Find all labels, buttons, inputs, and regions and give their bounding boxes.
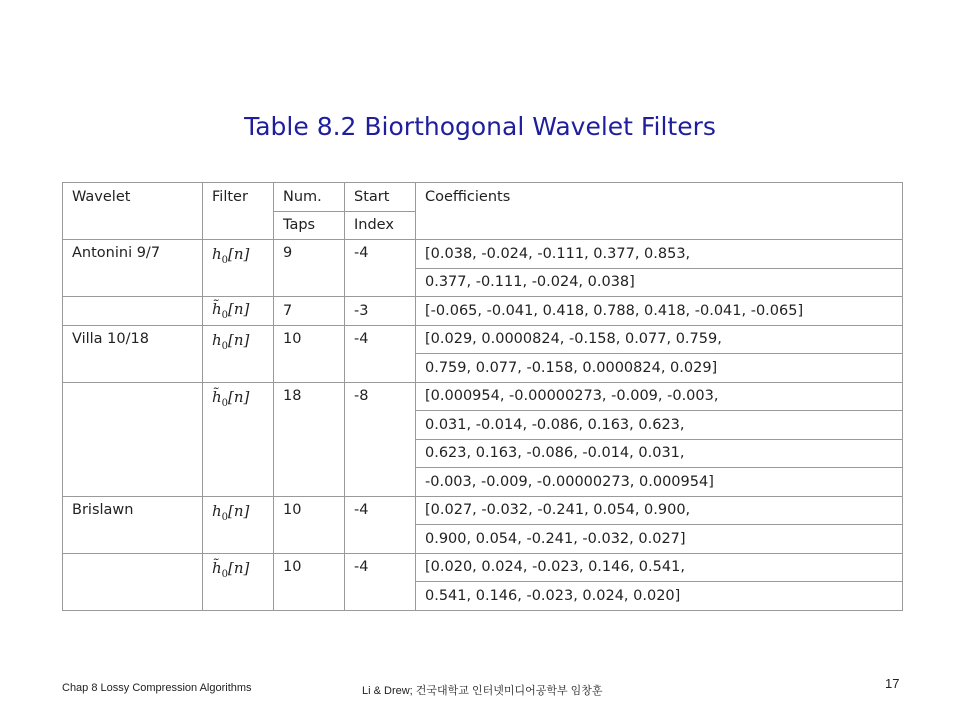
coef-line: -0.003, -0.009, -0.00000273, 0.000954] bbox=[416, 468, 903, 497]
wavelet-name: Antonini 9/7 bbox=[63, 240, 203, 297]
taps-cell: 18 bbox=[274, 382, 345, 496]
taps-cell: 7 bbox=[274, 297, 345, 326]
filter-cell bbox=[203, 240, 274, 297]
table-header-row-2 bbox=[63, 211, 903, 240]
header-wavelet: Wavelet bbox=[63, 183, 203, 212]
table-row bbox=[63, 240, 903, 269]
table-row bbox=[63, 325, 903, 354]
filter-cell bbox=[203, 325, 274, 382]
wavelet-name: Brislawn bbox=[63, 496, 203, 553]
start-cell: -4 bbox=[345, 496, 416, 553]
taps-cell: 9 bbox=[274, 240, 345, 297]
start-cell: -4 bbox=[345, 325, 416, 382]
filter-cell bbox=[203, 496, 274, 553]
filter-h0: $h_0[n]$ bbox=[212, 330, 250, 352]
header-filter: Filter bbox=[203, 183, 274, 212]
taps-cell: 10 bbox=[274, 496, 345, 553]
table-row bbox=[63, 382, 903, 411]
taps-cell: 10 bbox=[274, 553, 345, 610]
coef-line: [-0.065, -0.041, 0.418, 0.788, 0.418, -0.041, -0.065] bbox=[416, 297, 903, 326]
start-cell: -8 bbox=[345, 382, 416, 496]
table-header-row bbox=[63, 183, 903, 212]
filter-h0: $h_0[n]$ bbox=[212, 501, 250, 523]
coef-line: [0.020, 0.024, -0.023, 0.146, 0.541, bbox=[416, 553, 903, 582]
filter-h0: $h_0[n]$ bbox=[212, 245, 250, 266]
page-number: 17 bbox=[885, 676, 900, 691]
filter-cell bbox=[203, 553, 274, 610]
footer-authors: Li & Drew; 건국대학교 인터넷미디어공학부 임창훈 bbox=[362, 685, 603, 697]
coef-line: 0.623, 0.163, -0.086, -0.014, 0.031, bbox=[416, 439, 903, 468]
coef-line: 0.541, 0.146, -0.023, 0.024, 0.020] bbox=[416, 582, 903, 611]
filter-h0-tilde: $h̃_0[n]$ bbox=[212, 300, 250, 322]
wavelet-filter-table bbox=[62, 182, 903, 611]
coef-line: [0.000954, -0.00000273, -0.009, -0.003, bbox=[416, 382, 903, 411]
header-taps-2: Taps bbox=[274, 211, 345, 240]
wavelet-name bbox=[63, 382, 203, 496]
filter-h0-tilde: $h̃_0[n]$ bbox=[212, 558, 250, 580]
coef-line: [0.027, -0.032, -0.241, 0.054, 0.900, bbox=[416, 496, 903, 525]
footer-chapter: Chap 8 Lossy Compression Algorithms bbox=[62, 682, 252, 694]
header-start-2: Index bbox=[345, 211, 416, 240]
coef-line: [0.029, 0.0000824, -0.158, 0.077, 0.759, bbox=[416, 325, 903, 354]
wavelet-name: Villa 10/18 bbox=[63, 325, 203, 382]
header-taps-1: Num. bbox=[274, 183, 345, 212]
slide-title: Table 8.2 Biorthogonal Wavelet Filters bbox=[244, 112, 716, 141]
filter-cell bbox=[203, 297, 274, 326]
coef-line: [0.038, -0.024, -0.111, 0.377, 0.853, bbox=[416, 240, 903, 269]
wavelet-name bbox=[63, 553, 203, 610]
header-coefficients: Coefficients bbox=[416, 183, 903, 212]
filter-cell bbox=[203, 382, 274, 496]
coef-line: 0.031, -0.014, -0.086, 0.163, 0.623, bbox=[416, 411, 903, 440]
table-row bbox=[63, 297, 903, 326]
table-row bbox=[63, 496, 903, 525]
start-cell: -4 bbox=[345, 553, 416, 610]
table-row bbox=[63, 553, 903, 582]
coef-line: 0.900, 0.054, -0.241, -0.032, 0.027] bbox=[416, 525, 903, 554]
filter-h0-tilde: $h̃_0[n]$ bbox=[212, 387, 250, 409]
start-cell: -4 bbox=[345, 240, 416, 297]
wavelet-name bbox=[63, 297, 203, 326]
coef-line: 0.377, -0.111, -0.024, 0.038] bbox=[416, 268, 903, 297]
start-cell: -3 bbox=[345, 297, 416, 326]
taps-cell: 10 bbox=[274, 325, 345, 382]
header-start-1: Start bbox=[345, 183, 416, 212]
coef-line: 0.759, 0.077, -0.158, 0.0000824, 0.029] bbox=[416, 354, 903, 383]
